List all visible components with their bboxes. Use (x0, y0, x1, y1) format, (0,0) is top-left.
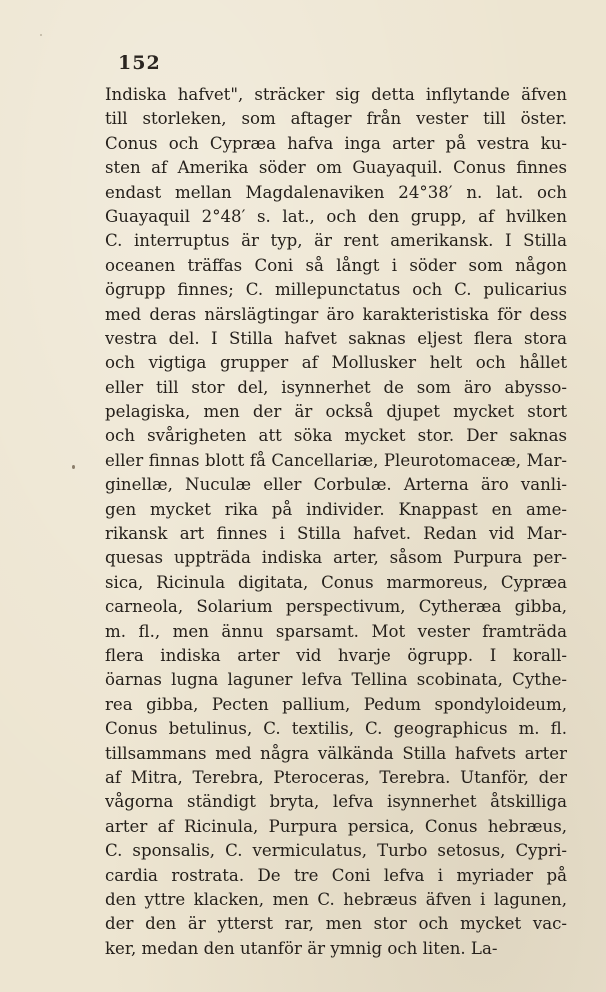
text-line: arter af Ricinula, Purpura persica, Conus hebræus, (105, 816, 567, 836)
text-line: Conus och Cypræa hafva inga arter på vestra ku- (105, 133, 567, 153)
paper-speck (40, 34, 42, 36)
text-line: oceanen träffas Coni så långt i söder som någon (105, 255, 567, 275)
text-line: eller till stor del, isynnerhet de som äro abysso- (105, 377, 567, 397)
text-line: till storleken, som aftager från vester till öster. (105, 109, 567, 129)
text-line: rikansk art finnes i Stilla hafvet. Redan vid Mar- (105, 524, 567, 544)
body-text (105, 83, 567, 961)
text-line: Conus betulinus, C. textilis, C. geographicus m. fl. (105, 719, 567, 739)
text-line: och svårigheten att söka mycket stor. Der saknas (105, 426, 567, 446)
text-line: med deras närslägtingar äro karakteristiska för dess (105, 304, 567, 324)
text-line: af Mitra, Terebra, Pteroceras, Terebra. Utanför, der (105, 767, 567, 787)
text-line: sten af Amerika söder om Guayaquil. Conus finnes (105, 158, 567, 178)
text-line: endast mellan Magdalenaviken 24°38′ n. lat. och (105, 182, 567, 202)
text-line: sica, Ricinula digitata, Conus marmoreus, Cypræa (105, 572, 567, 592)
text-line: Guayaquil 2°48′ s. lat., och den grupp, af hvilken (105, 206, 567, 226)
text-line: rea gibba, Pecten pallium, Pedum spondyloideum, (105, 694, 567, 714)
text-line: ker, medan den utanför är ymnig och liten. La- (105, 938, 498, 958)
text-line: der den är ytterst rar, men stor och mycket vac- (105, 914, 567, 934)
text-line: vestra del. I Stilla hafvet saknas eljest flera stora (105, 328, 567, 348)
page-number: 152 (118, 52, 161, 74)
paper-speck (72, 465, 75, 469)
text-line: tillsammans med några välkända Stilla hafvets arter (105, 743, 567, 763)
text-line: C. sponsalis, C. vermiculatus, Turbo setosus, Cypri- (105, 841, 567, 861)
text-line: pelagiska, men der är också djupet mycket stort (105, 402, 567, 422)
text-line: eller finnas blott få Cancellariæ, Pleurotomaceæ, Mar- (105, 450, 567, 470)
text-line: gen mycket rika på individer. Knappast en ame- (105, 499, 567, 519)
text-line: öarnas lugna laguner lefva Tellina scobinata, Cythe- (105, 670, 567, 690)
text-line: ögrupp finnes; C. millepunctatus och C. pulicarius (105, 280, 567, 300)
text-line: ginellæ, Nuculæ eller Corbulæ. Arterna äro vanli- (105, 475, 567, 495)
text-line: quesas uppträda indiska arter, såsom Purpura per- (105, 548, 567, 568)
text-line: den yttre klacken, men C. hebræus äfven i lagunen, (105, 889, 567, 909)
text-line: cardia rostrata. De tre Coni lefva i myriader på (105, 865, 567, 885)
text-line: carneola, Solarium perspectivum, Cytheræa gibba, (105, 597, 567, 617)
text-line: flera indiska arter vid hvarje ögrupp. I korall- (105, 645, 567, 665)
text-line: Indiska hafvet", sträcker sig detta inflytande äfven (105, 85, 567, 104)
text-line: vågorna ständigt bryta, lefva isynnerhet åtskilliga (105, 792, 567, 812)
text-line: och vigtiga grupper af Mollusker helt och hållet (105, 353, 567, 373)
text-line: C. interruptus är typ, är rent amerikansk. I Stilla (105, 231, 567, 251)
text-line: m. fl., men ännu sparsamt. Mot vester framträda (105, 621, 567, 641)
